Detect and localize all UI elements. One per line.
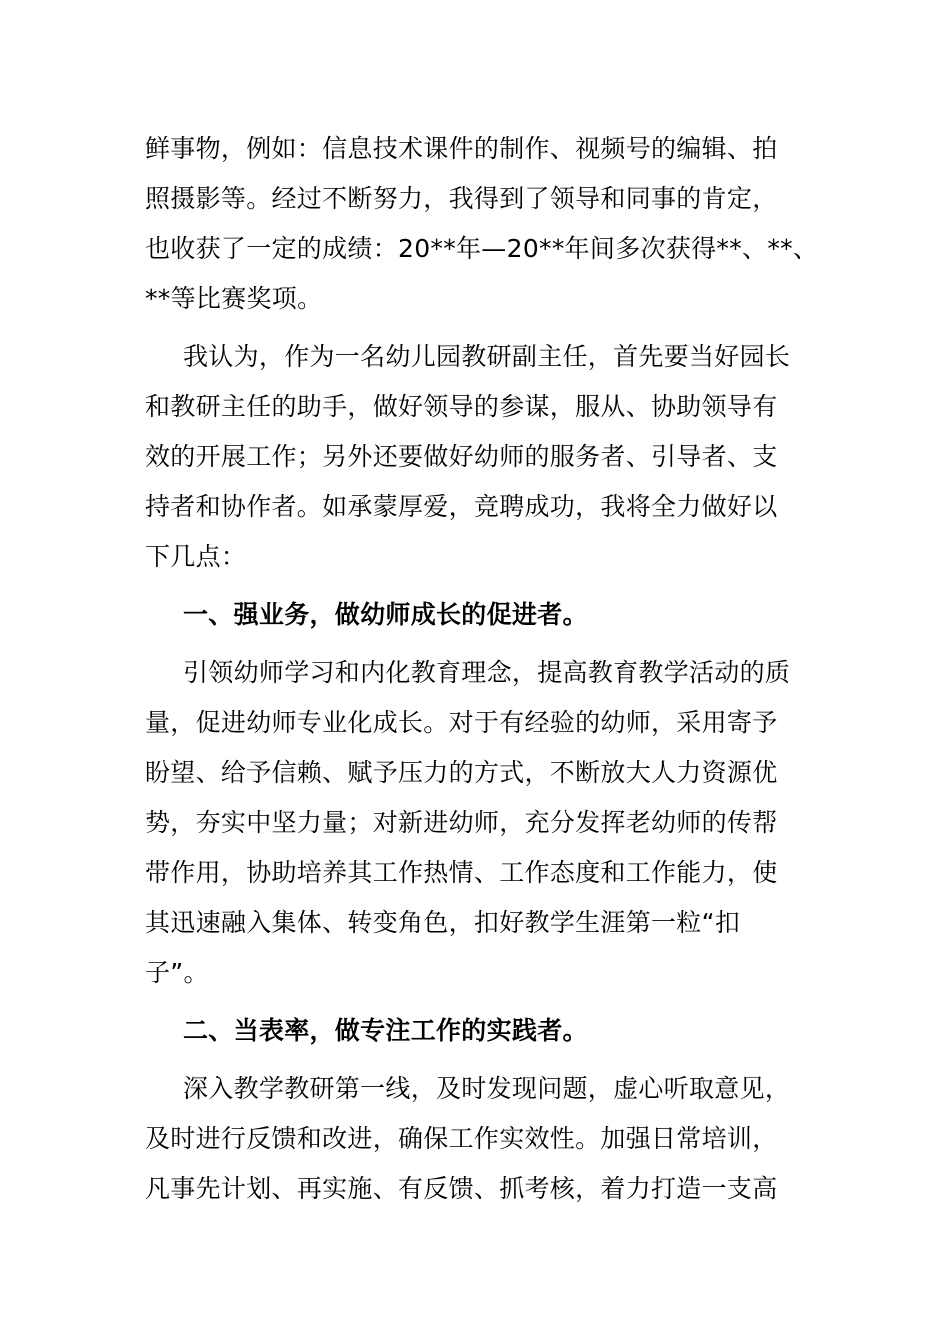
body-text-line: 也收获了一定的成绩：20**年—20**年间多次获得**、**、 [145,234,819,263]
body-text-line: 盼望、给予信赖、赋予压力的方式，不断放大人力资源优 [145,758,778,787]
body-text-line: 效的开展工作；另外还要做好幼师的服务者、引导者、支 [145,442,778,471]
body-text-line: 鲜事物，例如：信息技术课件的制作、视频号的编辑、拍 [145,134,778,163]
body-text-line: 势，夯实中坚力量；对新进幼师，充分发挥老幼师的传帮 [145,808,778,837]
body-text-line: 子”。 [145,958,209,987]
body-text-line: 其迅速融入集体、转变角色，扣好教学生涯第一粒“扣 [145,908,741,937]
body-text-line: 凡事先计划、再实施、有反馈、抓考核，着力打造一支高 [145,1174,778,1203]
section-heading: 一、强业务，做幼师成长的促进者。 [183,600,588,629]
body-text-line: 带作用，协助培养其工作热情、工作态度和工作能力，使 [145,858,778,887]
body-text-line: 下几点： [145,542,247,571]
body-text-line: 我认为，作为一名幼儿园教研副主任，首先要当好园长 [183,342,791,371]
body-text-line: 和教研主任的助手，做好领导的参谋，服从、协助领导有 [145,392,778,421]
body-text-line: 引领幼师学习和内化教育理念，提高教育教学活动的质 [183,658,791,687]
body-text-line: **等比赛奖项。 [145,284,323,313]
body-text-line: 照摄影等。经过不断努力，我得到了领导和同事的肯定， [145,184,778,213]
body-text-line: 及时进行反馈和改进，确保工作实效性。加强日常培训， [145,1124,778,1153]
section-heading: 二、当表率，做专注工作的实践者。 [183,1016,588,1045]
body-text-line: 量，促进幼师专业化成长。对于有经验的幼师，采用寄予 [145,708,778,737]
body-text-line: 持者和协作者。如承蒙厚爱，竞聘成功，我将全力做好以 [145,492,778,521]
body-text-line: 深入教学教研第一线，及时发现问题，虚心听取意见， [183,1074,791,1103]
